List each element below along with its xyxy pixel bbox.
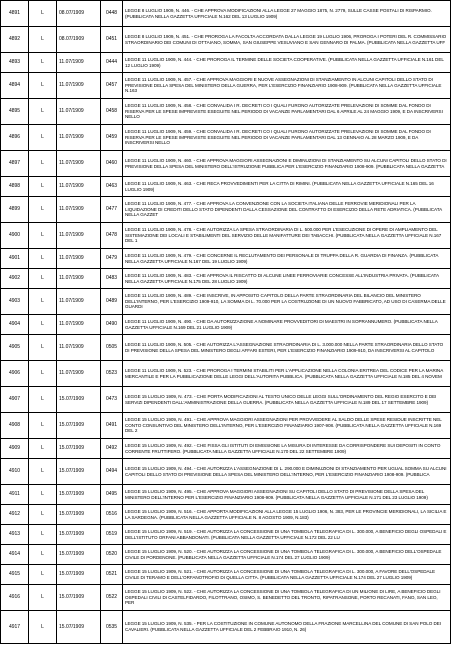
record-number: 4913 bbox=[1, 525, 29, 544]
record-description bbox=[123, 151, 450, 176]
table-row bbox=[1, 177, 450, 197]
record-type: L bbox=[29, 27, 57, 52]
record-description-text: LEGGE 11 LUGLIO 1909, N. 523. - CHE PROROGA I TERMINI STABILITI PER L'APPLICAZIONE NELLA COLONIA ERITREA DEL CODICE PER LA MARINA MERCANTILE E PER LA PUBBLICAZIONE DELLE LEGGI DELL'AUTORITA PUBBLICA. (PUBBLICATA NELLA GAZZETTA UFFICIALE N.185 DEL 4 NOVEM bbox=[125, 367, 443, 379]
record-type: L bbox=[29, 177, 57, 196]
record-number: 4908 bbox=[1, 413, 29, 438]
table-row bbox=[1, 73, 450, 99]
record-description bbox=[123, 73, 450, 98]
record-description bbox=[123, 53, 450, 72]
record-description bbox=[123, 485, 450, 504]
record-type: L bbox=[29, 125, 57, 150]
record-description bbox=[123, 197, 450, 222]
record-number: 4899 bbox=[1, 197, 29, 222]
record-type: L bbox=[29, 249, 57, 268]
record-description bbox=[123, 99, 450, 124]
record-number: 4894 bbox=[1, 73, 29, 98]
record-code: 0491 bbox=[101, 413, 123, 438]
record-number: 4901 bbox=[1, 249, 29, 268]
record-date: 11.07/1909 bbox=[57, 99, 101, 124]
record-description-text: LEGGE 11 LUGLIO 1909, N. 478. - CHE AUTORIZZA LA SPESA STRAORDINARIA DI L. 500.000 PER L'ESECUZIONE DI OPERE DI AMPLIAMENTO DEL SISTEMAZIONE DEI LOCALI E STABILIMENTI DEL SERVIZIO DELLE MANIFATTURE DEI TABACCHI. (PUBBLICATA NELLA GAZZETTA UFFICIALE N.167 DEL 1 bbox=[125, 226, 442, 244]
table-row bbox=[1, 525, 450, 545]
record-code: 0520 bbox=[101, 545, 123, 564]
record-date: 15.07/1909 bbox=[57, 485, 101, 504]
record-code: 0479 bbox=[101, 249, 123, 268]
record-description-text: LEGGE 11 LUGLIO 1909, N. 444. - CHE PROROGA IL TERMINE DELLE SOCIETA COOPERATIVE. (PUBBLICATA NELLA GAZZETTA UFFICIALE N.161 DEL 12 LUGLIO 1909) bbox=[125, 56, 444, 68]
record-type: L bbox=[29, 361, 57, 386]
record-number: 4902 bbox=[1, 269, 29, 288]
record-description bbox=[123, 1, 450, 26]
record-date: 11.07/1909 bbox=[57, 315, 101, 334]
record-description-text: LEGGE 15 LUGLIO 1909, N. 495. - CHE APPROVA MAGGIORI ASSEGNAZIONI SU CAPITOLI DELLO STATO DI PREVISIONE DELLA SPESA DEL MINISTERO DELL'INTERNO PER L'ESERCIZIO FINANZIARIO 1908-909. (PUBBLICATA NELLA GAZZETTA UFFICIALE N.171 DEL 23 LUGLIO 1909) bbox=[125, 488, 428, 500]
record-type: L bbox=[29, 413, 57, 438]
record-code: 0521 bbox=[101, 565, 123, 584]
table-row bbox=[1, 505, 450, 525]
record-type: L bbox=[29, 565, 57, 584]
record-date: 08.07/1909 bbox=[57, 27, 101, 52]
table-row bbox=[1, 545, 450, 565]
table-row bbox=[1, 315, 450, 335]
record-date: 15.07/1909 bbox=[57, 545, 101, 564]
record-date: 11.07/1909 bbox=[57, 53, 101, 72]
record-type: L bbox=[29, 459, 57, 484]
record-description-text: LEGGE 11 LUGLIO 1909, N. 505. - CHE AUTORIZZA L'ASSEGNAZIONE STRAORDINARIA DI L. 3.000.000 NELLA PARTE STRAORDINARIA DELLO STATO DI PREVISIONE DELLA SPESA DEL MINISTERO DEGLI AFFARI ESTERI, PER L'ESERCIZIO FINANZIARIO 1909-910, DA INSCRIVERSI AL CAPITOLO bbox=[125, 341, 444, 353]
record-description-text: LEGGE 11 LUGLIO 1909, N. 460. - CHE APPROVA MAGGIORI ASSEGNAZIONI E DIMINUZIONI DI STANZIAMENTO SU ALCUNI CAPITOLI DELLO STATO DI PREVISIONE DELLA SPESA DEL MINISTERO DELL'ISTRUZIONE PUBBLICA PER L'ESERCIZIO FINANZIARIO 1908-909. (PUBBLICATA NELLA GAZZETTA bbox=[125, 157, 447, 169]
record-description-text: LEGGE 11 LUGLIO 1909, N. 489. - CHE INSCRIVE, IN APPOSITO CAPITOLO DELLA PARTE STRAORDINARIA DEL BILANCIO DEL MINISTERO DELL'INTERNO, PER L'ESERCIZIO 1909-910, LA SOMMA DI L. 70.000 PER LA COSTRUZIONE DI UN NUOVO FABBRICATO, AD USO DI CASERMA DELLE GUARDI bbox=[125, 292, 446, 310]
record-code: 0463 bbox=[101, 177, 123, 196]
record-description bbox=[123, 459, 450, 484]
table-row bbox=[1, 1, 450, 27]
record-description bbox=[123, 361, 450, 386]
record-code: 0483 bbox=[101, 269, 123, 288]
record-number: 4892 bbox=[1, 27, 29, 52]
record-code: 0477 bbox=[101, 197, 123, 222]
record-type: L bbox=[29, 335, 57, 360]
record-code: 0505 bbox=[101, 335, 123, 360]
table-row bbox=[1, 413, 450, 439]
record-number: 4909 bbox=[1, 439, 29, 458]
record-date: 11.07/1909 bbox=[57, 335, 101, 360]
record-type: L bbox=[29, 1, 57, 26]
record-date: 11.07/1909 bbox=[57, 177, 101, 196]
record-number: 4900 bbox=[1, 223, 29, 248]
record-type: L bbox=[29, 485, 57, 504]
table-row bbox=[1, 387, 450, 413]
record-description bbox=[123, 289, 450, 314]
table-row bbox=[1, 197, 450, 223]
record-description bbox=[123, 335, 450, 360]
record-type: L bbox=[29, 315, 57, 334]
record-description bbox=[123, 223, 450, 248]
record-description-text: LEGGE 11 LUGLIO 1909, N. 458. - CHE CONVALIDA I R. DECRETI CO I QUALI FURONO AUTORIZZATE PRELEVAZIONI DI SOMME DAL FONDO DI RISERVA PER LE SPESE IMPREVISTE ESEGUITE NEL PERIODO DI VACANZE PARLAMENTARI DAL 6 APRILE AL 24 MAGGIO 1909, E DA INSCRIVERSI NELLO bbox=[125, 102, 443, 120]
record-number: 4910 bbox=[1, 459, 29, 484]
record-number: 4912 bbox=[1, 505, 29, 524]
record-description-text: LEGGE 15 LUGLIO 1909, N. 494. - CHE AUTORIZZA L'ASSEGNAZIONE DI L. 290.000 E DIMINUZIONI DI STANZIAMENTO PER UGUAL SOMMA SU ALCUNI CAPITOLI DELLO STATO DI PREVISIONE DELLA SPESA DEL MINISTERO DELL'INTERNO, PER L'ESERCIZIO FINANZIARIO 1908-909. (PUBBLICA bbox=[125, 465, 447, 477]
record-date: 11.07/1909 bbox=[57, 249, 101, 268]
record-description-text: LEGGE 15 LUGLIO 1909, N. 522. - CHE AUTORIZZA LA CONCESSIONE DI UNA TOMBOLA TELEGRAFICA DI UN MILIONE DI LIRE, A BENEFICIO DEGLI OSPEDALI CIVILI DI CASTELFIDARDO, FILOTTRANO, OSIMO, S. BENEDETTO DEL TRONTO, RIPATRANSONE, PORTO RECANATI, FANO, SAN LEO, PER bbox=[125, 588, 441, 606]
record-description bbox=[123, 387, 450, 412]
record-code: 0494 bbox=[101, 459, 123, 484]
record-type: L bbox=[29, 505, 57, 524]
record-code: 0448 bbox=[101, 1, 123, 26]
record-type: L bbox=[29, 525, 57, 544]
record-number: 4903 bbox=[1, 289, 29, 314]
record-date: 15.07/1909 bbox=[57, 525, 101, 544]
table-row bbox=[1, 223, 450, 249]
record-type: L bbox=[29, 545, 57, 564]
record-date: 11.07/1909 bbox=[57, 223, 101, 248]
record-date: 11.07/1909 bbox=[57, 151, 101, 176]
record-description-text: LEGGE 11 LUGLIO 1909, N. 479. - CHE CONCERNE IL RECLUTAMENTO DEI PERSONALE DI TRUPPA DELLA R. GUARDIA DI FINANZA. (PUBBLICATA NELLA GAZZETTA UFFICIALE N.167 DEL 19 LUGLIO 1909) bbox=[125, 252, 439, 264]
table-row bbox=[1, 99, 450, 125]
record-description-text: LEGGE 11 LUGLIO 1909, N. 477. - CHE APPROVA LA CONVENZIONE CON LA SOCIETA ITALIANA DELLE FERROVIE MERIDIONALI PER LA LIQUIDAZIONE DI CREDITI DELLO STATO DIPENDENTI DALLA CESSAZIONE DEL CONTRATTO DI ESERCIZIO DELLA RETE ADRIATICA. (PUBBLICATA NELLA GAZZET bbox=[125, 200, 442, 218]
record-date: 15.07/1909 bbox=[57, 439, 101, 458]
table-row bbox=[1, 611, 450, 643]
record-description-text: LEGGE 11 LUGLIO 1909, N. 463. - CHE RECA PROVVEDIMENTI PER LA CITTA DI RIMINI. (PUBBLICATA NELLA GAZZETTA UFFICIALE N.165 DEL 16 LUGLIO 1909) bbox=[125, 180, 434, 192]
record-number: 4893 bbox=[1, 53, 29, 72]
record-description bbox=[123, 269, 450, 288]
record-description-text: LEGGE 11 LUGLIO 1909, N. 490. - CHE DA AUTORIZZAZIONE A NOMINARE PROVVEDITORI DI MAESTRI IN SOPRANNUMERO. (PUBBLICATA NELLA GAZZETTA UFFICIALE N.169 DEL 21 LUGLIO 1909) bbox=[125, 318, 438, 330]
record-description bbox=[123, 177, 450, 196]
table-row bbox=[1, 125, 450, 151]
record-type: L bbox=[29, 439, 57, 458]
record-code: 0458 bbox=[101, 99, 123, 124]
table-row bbox=[1, 249, 450, 269]
record-code: 0492 bbox=[101, 439, 123, 458]
table-row bbox=[1, 289, 450, 315]
record-date: 11.07/1909 bbox=[57, 269, 101, 288]
record-code: 0495 bbox=[101, 485, 123, 504]
table-row bbox=[1, 151, 450, 177]
record-description bbox=[123, 611, 450, 643]
record-description bbox=[123, 315, 450, 334]
record-code: 0451 bbox=[101, 27, 123, 52]
table-row bbox=[1, 485, 450, 505]
record-type: L bbox=[29, 73, 57, 98]
record-number: 4915 bbox=[1, 565, 29, 584]
record-date: 15.07/1909 bbox=[57, 505, 101, 524]
record-code: 0516 bbox=[101, 505, 123, 524]
record-description-text: LEGGE 11 LUGLIO 1909, N. 457. - CHE APPROVA MAGGIORI E NUOVE ASSEGNAZIONI DI STANZIAMENTO IN ALCUNI CAPITOLI DELLO STATO DI PREVISIONE DELLA SPESA DEL MINISTERO DELLA GUERRA, PER L'ESERCIZIO FINANZIARIO 1908-909. (PUBBLICATA NELLA GAZZETTA UFFICIALE N.163 bbox=[125, 76, 442, 94]
record-number: 4904 bbox=[1, 315, 29, 334]
record-code: 0457 bbox=[101, 73, 123, 98]
table-row bbox=[1, 439, 450, 459]
record-type: L bbox=[29, 197, 57, 222]
table-row bbox=[1, 335, 450, 361]
record-date: 15.07/1909 bbox=[57, 565, 101, 584]
record-code: 0535 bbox=[101, 611, 123, 643]
table-row bbox=[1, 27, 450, 53]
record-number: 4897 bbox=[1, 151, 29, 176]
record-date: 15.07/1909 bbox=[57, 611, 101, 643]
record-description-text: LEGGE 15 LUGLIO 1909, N. 473. - CHE PORTA MODIFICAZIONI AL TESTO UNICO DELLE LEGGI SULL'ORDINAMENTO DEL REGIO ESERCITO E DEI SERVIZI DIPENDENTI DALL'AMMINISTRAZIONE DELLA GUERRA. (PUBBLICATA NELLA GAZZETTA UFFICIALE N.189 DEL 17 SETTEMBRE 1909) bbox=[125, 393, 437, 405]
record-description-text: LEGGE 15 LUGLIO 1909, N. 491. - CHE APPROVA MAGGIORI ASSEGNAZIONI PER PROVVEDERE AL SALDO DELLE SPESE RESIDUE INSCRITTE NEL CONTO CONSUNTIVO DEL MINISTERO DELL'INTERNO, PER L'ESERCIZIO FINANZIARIO 1907-908. (PUBBLICATA NELLA GAZZETTA UFFICIALE N.169 DEL 2 bbox=[125, 416, 442, 434]
record-type: L bbox=[29, 151, 57, 176]
record-description-text: LEGGE 8 LUGLIO 1909, N. 451. - CHE PROROGA LA FACOLTA ACCORDATA DALLA LEGGE 19 LUGLIO 1906, PROROGA I POTERI DEL R. COMMISSARIO STRAORDINARIO DEI COMUNI DI OTTAIANO, SOMMA, SAN GIUSEPPE VESUVIANO E SAN GENNARO DI PALMA. (PUBBLICATA NELLA GAZZETTA UFF bbox=[125, 33, 447, 45]
record-description-text: LEGGE 11 LUGLIO 1909, N. 483. - CHE APPROVA IL RISCATTO DI ALCUNE LINEE FERROVIARIE CONCESSE ALL'INDUSTRIA PRIVATA. (PUBBLICATA NELLA GAZZETTA UFFICIALE N.175 DEL 28 LUGLIO 1909) bbox=[125, 272, 439, 284]
table-row bbox=[1, 269, 450, 289]
record-description-text: LEGGE 8 LUGLIO 1909, N. 446. - CHE APPROVA MODIFICAZIONI ALLA LEGGE 27 MAGGIO 1875, N. 2779, SULLE CASSE POSTALI DI RISPARMIO. (PUBBLICATA NELLA GAZZETTA UFFICIALE N.162 DEL 13 LUGLIO 1909) bbox=[125, 7, 432, 19]
record-type: L bbox=[29, 611, 57, 643]
record-code: 0473 bbox=[101, 387, 123, 412]
record-description-text: LEGGE 15 LUGLIO 1909, N. 492. - CHE FISSA GLI ISTITUTI DI EMISSIONE LA MISURA DI INTERESSE DA CORRISPONDERE SUI DEPOSITI IN CONTO CORRENTE FRUTTIFERO. (PUBBLICATA NELLA GAZZETTA UFFICIALE N.170 DEL 22 SETTEMBRE 1909) bbox=[125, 442, 441, 454]
table-row bbox=[1, 585, 450, 611]
record-number: 4914 bbox=[1, 545, 29, 564]
record-date: 15.07/1909 bbox=[57, 387, 101, 412]
record-type: L bbox=[29, 269, 57, 288]
record-code: 0460 bbox=[101, 151, 123, 176]
record-code: 0519 bbox=[101, 525, 123, 544]
record-type: L bbox=[29, 289, 57, 314]
record-date: 08.07/1909 bbox=[57, 1, 101, 26]
record-description-text: LEGGE 11 LUGLIO 1909, N. 459. - CHE CONVALIDA I R. DECRETI CO I QUALI FURONO AUTORIZZATE PRELEVAZIONI DI SOMME DAL FONDO DI RISERVA PER LE SPESE IMPREVISTE ESEGUITE NEL PERIODO DI VACANZE PARLAMENTARI DAL 13 GENNAIO AL 28 MARZO 1909, E DA INSCRIVERSI NELLO bbox=[125, 128, 431, 146]
record-code: 0523 bbox=[101, 361, 123, 386]
record-date: 11.07/1909 bbox=[57, 73, 101, 98]
record-number: 4905 bbox=[1, 335, 29, 360]
record-code: 0478 bbox=[101, 223, 123, 248]
record-code: 0489 bbox=[101, 289, 123, 314]
record-type: L bbox=[29, 387, 57, 412]
record-number: 4898 bbox=[1, 177, 29, 196]
record-code: 0459 bbox=[101, 125, 123, 150]
record-description-text: LEGGE 15 LUGLIO 1909, N. 519. - CHE AUTORIZZA LA CONCESSIONE DI UNA TOMBOLA TELEGRAFICA DI L. 300.000, A BENEFICIO DEGLI OSPEDALI E DELL'ISTITUTO ORFANI ABBANDONATI. (PUBBLICATA NELLA GAZZETTA UFFICIALE N.172 DEL 22 LU bbox=[125, 528, 447, 540]
record-number: 4895 bbox=[1, 99, 29, 124]
record-description bbox=[123, 585, 450, 610]
table-row bbox=[1, 361, 450, 387]
record-description bbox=[123, 249, 450, 268]
record-type: L bbox=[29, 585, 57, 610]
record-date: 11.07/1909 bbox=[57, 197, 101, 222]
record-description bbox=[123, 525, 450, 544]
record-date: 11.07/1909 bbox=[57, 125, 101, 150]
record-code: 0490 bbox=[101, 315, 123, 334]
record-code: 0522 bbox=[101, 585, 123, 610]
record-date: 11.07/1909 bbox=[57, 289, 101, 314]
table-row bbox=[1, 459, 450, 485]
record-number: 4916 bbox=[1, 585, 29, 610]
record-type: L bbox=[29, 53, 57, 72]
record-description bbox=[123, 545, 450, 564]
record-description-text: LEGGE 15 LUGLIO 1909, N. 516. - CHE APPORTA MODIFICAZIONI ALLA LEGGE 15 LUGLIO 1906, N. 383, PER LE PROVINCIE MERIDIONALI, LA SICILIA E LA SARDEGNA. (PUBBLICATA NELLA GAZZETTA UFFICIALE N. 8 AGOSTO 1909, N.183) bbox=[125, 508, 447, 520]
record-code: 0444 bbox=[101, 53, 123, 72]
record-description-text: LEGGE 15 LUGLIO 1909, N. 520. - CHE AUTORIZZA LA CONCESSIONE DI UNA TOMBOLA TELEGRAFICA DI L. 300.000, A BENEFICIO DELL'OSPEDALE CIVILE DI PORDENONE. (PUBBLICATA NELLA GAZZETTA UFFICIALE N.174 DEL 27 LUGLIO 1909) bbox=[125, 548, 442, 560]
record-description bbox=[123, 505, 450, 524]
record-description-text: LEGGE 15 LUGLIO 1909, N. 521. - CHE AUTORIZZA LA CONCESSIONE DI UNA TOMBOLA TELEGRAFICA DI L. 300.000, A FAVORE DELL'OSPEDALE CIVILE DI TERAMO E DELL'ORFANOTROFIO DI QUELLA CITTA. (PUBBLICATA NELLA GAZZETTA UFFICIALE N.174 DEL 27 LUGLIO 1909) bbox=[125, 568, 436, 580]
record-type: L bbox=[29, 99, 57, 124]
record-number: 4906 bbox=[1, 361, 29, 386]
record-number: 4911 bbox=[1, 485, 29, 504]
record-date: 11.07/1909 bbox=[57, 361, 101, 386]
record-description bbox=[123, 439, 450, 458]
record-description-text: LEGGE 15 LUGLIO 1909, N. 535. - PER LA COSTITUZIONE IN COMUNE AUTONOMO DELLA FRAZIONE MARCELLINA DEL COMUNE DI SAN POLO DEI CAVALIERI. (PUBBLICATA NELLA GAZZETTA UFFICIALE DEL 2 FEBBRAIO 1910, N. 26) bbox=[125, 621, 442, 632]
record-description bbox=[123, 125, 450, 150]
record-number: 4891 bbox=[1, 1, 29, 26]
record-date: 15.07/1909 bbox=[57, 413, 101, 438]
record-description bbox=[123, 27, 450, 52]
record-number: 4917 bbox=[1, 611, 29, 643]
record-number: 4907 bbox=[1, 387, 29, 412]
record-date: 15.07/1909 bbox=[57, 459, 101, 484]
record-description bbox=[123, 565, 450, 584]
table-row bbox=[1, 565, 450, 585]
record-number: 4896 bbox=[1, 125, 29, 150]
record-description bbox=[123, 413, 450, 438]
table-row bbox=[1, 53, 450, 73]
record-date: 15.07/1909 bbox=[57, 585, 101, 610]
record-type: L bbox=[29, 223, 57, 248]
